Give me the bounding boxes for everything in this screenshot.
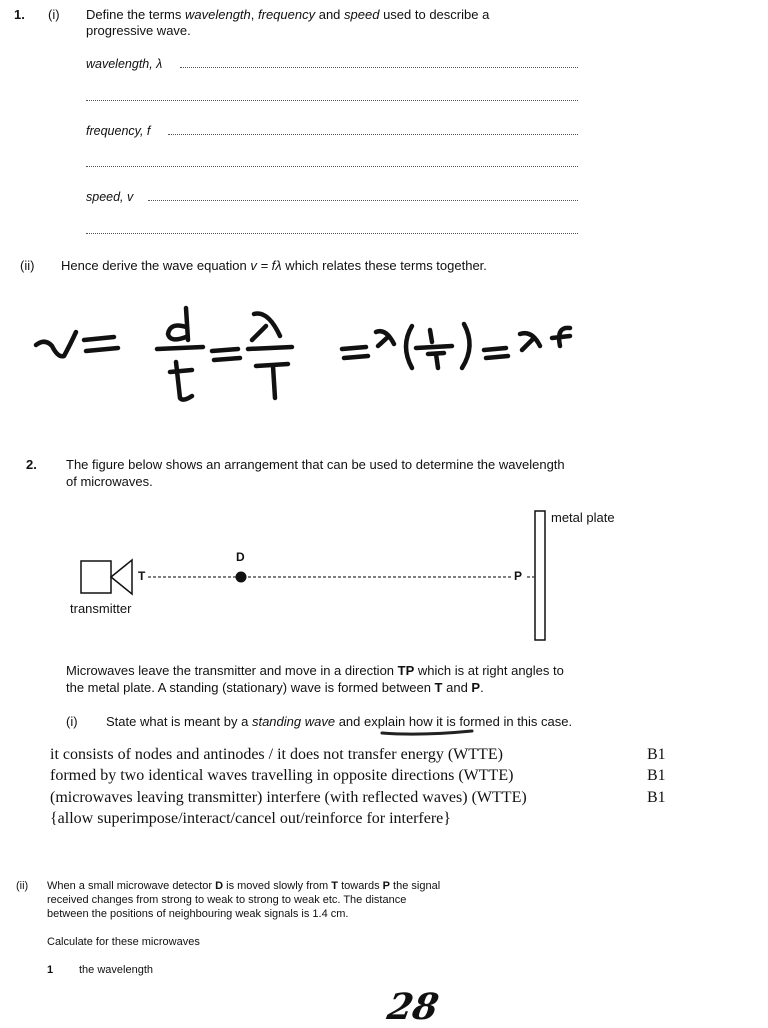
- q2-part-i-text: and explain how it is formed in this case.: [335, 714, 573, 729]
- mark-scheme-line-4: {allow superimpose/interact/cancel out/reinforce for interfere}: [50, 810, 451, 827]
- q2-para-text: which is at right angles to: [414, 663, 564, 678]
- item-number: 1: [47, 964, 54, 976]
- metal-plate-label: metal plate: [551, 510, 615, 525]
- term-standing-wave: standing wave: [251, 714, 336, 729]
- t-label: T: [138, 569, 146, 583]
- q2-part-i-label: (i): [66, 714, 78, 729]
- q2-para-text: and: [442, 680, 472, 695]
- q1-prompt-text: Define the terms: [86, 7, 185, 22]
- q2-part-i-text: State what is meant by a: [106, 714, 252, 729]
- term-wavelength: wavelength: [185, 7, 251, 22]
- mark-scheme-line-2: formed by two identical waves travelling in opposite directions (WTTE): [50, 767, 514, 784]
- q1-part-ii-label: (ii): [20, 258, 35, 273]
- q2-intro-line2: of microwaves.: [66, 474, 153, 489]
- handwritten-page-number: 28: [384, 986, 442, 1028]
- q2-part-ii-line1: [47, 880, 440, 892]
- q2-part-ii-text: towards: [338, 880, 383, 892]
- wavelength-label: wavelength, λ: [86, 57, 163, 71]
- q2-para-text: .: [480, 680, 484, 695]
- q1-prompt-sep: ,: [250, 7, 259, 22]
- p-ref: P: [382, 880, 390, 892]
- transmitter-label: transmitter: [70, 601, 132, 616]
- speed-label: speed, v: [86, 190, 134, 204]
- term-frequency: frequency: [258, 7, 316, 22]
- d-label: D: [236, 550, 245, 564]
- q1-part-i-prompt-line2: progressive wave.: [86, 23, 191, 38]
- t-ref: T: [331, 880, 339, 892]
- term-speed: speed: [344, 7, 380, 22]
- q2-intro-line1: The figure below shows an arrangement that can be used to determine the wavelength: [66, 457, 565, 472]
- q2-part-ii-line2: received changes from strong to weak to strong to weak etc. The distance: [47, 894, 407, 906]
- mark-scheme-line-1: it consists of nodes and antinodes / it does not transfer energy (WTTE): [50, 746, 503, 763]
- q1-prompt-sep: and: [315, 7, 345, 22]
- p-label: P: [514, 569, 523, 583]
- calculate-prompt: Calculate for these microwaves: [47, 936, 200, 948]
- q2-part-ii-line3: between the positions of neighbouring weak signals is 1.4 cm.: [47, 908, 349, 920]
- q1-part-i-label: (i): [48, 7, 60, 22]
- d-ref: D: [215, 880, 224, 892]
- mark-1: B1: [647, 746, 666, 763]
- q1-prompt-text: used to describe a: [379, 7, 490, 22]
- q2-para-text: Microwaves leave the transmitter and move in a direction: [66, 663, 398, 678]
- wave-equation: v = fλ: [250, 258, 282, 273]
- q2-part-ii-text: is moved slowly from: [223, 880, 332, 892]
- q1-part-ii-text: Hence derive the wave equation: [61, 258, 251, 273]
- q2-part-ii-label: (ii): [16, 880, 29, 892]
- q2-para-text: the metal plate. A standing (stationary) wave is formed between: [66, 680, 435, 695]
- mark-2: B1: [647, 767, 666, 784]
- item-wavelength: the wavelength: [79, 964, 153, 976]
- mark-3: B1: [647, 789, 666, 806]
- q2-part-ii-text: When a small microwave detector: [47, 880, 216, 892]
- q2-part-ii-text: the signal: [390, 880, 441, 892]
- tp-label: TP: [397, 663, 415, 678]
- q1-number: 1.: [14, 7, 25, 22]
- t-ref: T: [434, 680, 443, 695]
- q1-part-ii-text: which relates these terms together.: [281, 258, 487, 273]
- frequency-label: frequency, f: [86, 124, 151, 138]
- q2-number: 2.: [26, 457, 37, 472]
- p-ref: P: [471, 680, 481, 695]
- mark-scheme-line-3: (microwaves leaving transmitter) interfere (with reflected waves) (WTTE): [50, 789, 527, 806]
